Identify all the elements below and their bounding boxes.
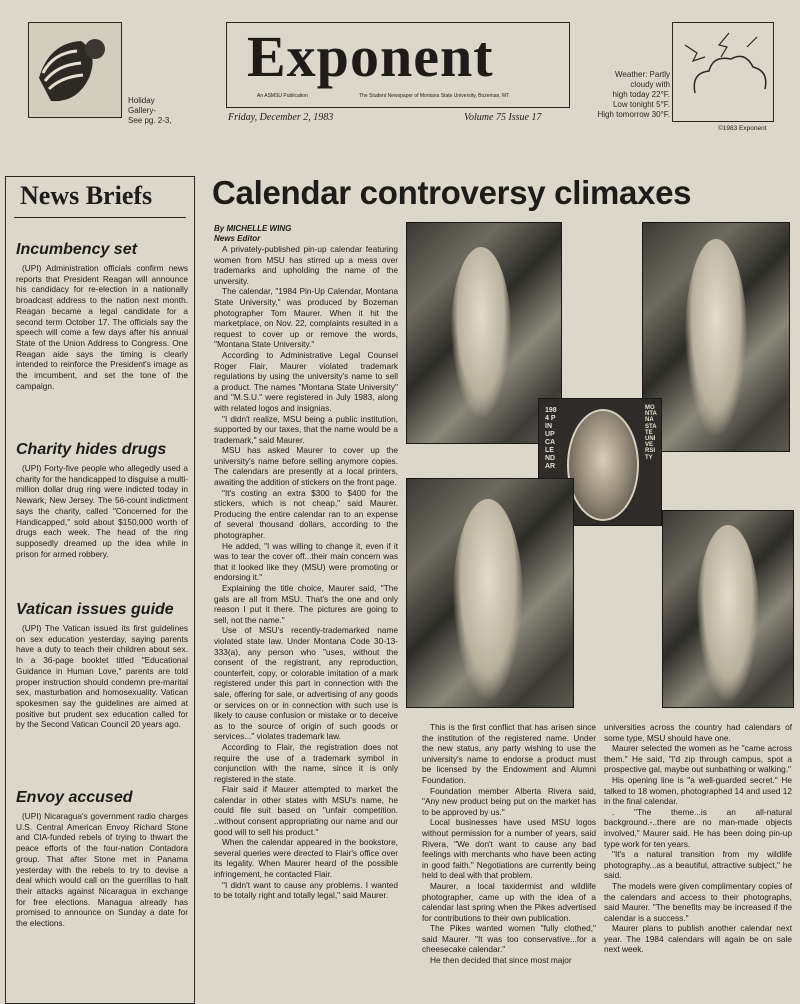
article-column-2: This is the first conflict that has arisen since the institution of the registered name. Under the new status, any party wishing to use the university's name to endorse a product must be licensed by the Endowment and Alumni Foundation. Foundation member Alberta Rivera said, "Any new product being put on the market has to be approved by us." Local businesses have used MSU logos without permission for a number of years, said Rivera, "We don't want to cause any bad feelings with merchants who have been acting in good faith." Negotiations are currently being held to deal with that problem. Maurer, a local taxidermist and wildlife photographer, came up with the idea of a calendar last spring when the Pikes advertised for contributions to their own publication. The Pikes wanted women "fully clothed," said Maurer. "It was too conservative...for a cheesecake calendar." He then decided that since most major (422, 722, 596, 966)
article-column-3: universities across the country had calendars of some type, MSU should have one. Maurer selected the women as he "came across them." He said, "I'd zip through campus, spot a prospective gal, maybe out sunbathing or walking." His opening line is "a well-guarded secret." He talked to 18 women, photographed 14 and used 12 in the final calendar. . "The theme...is an all-natural background.-..there are no man-made objects involved," Maurer said. He has been doing pin-up type work for ten years. "It's a natural transition from my wildlife photography...as a beautiful, attractive subject," he said. The models were given complimentary copies of the calendars and access to their photographs, said Maurer. "The benefits may be increased if the calendar is a success." Maurer plans to publish another calendar next year. The 1984 calendars will again be on sale next week. (604, 722, 792, 955)
brief-vatican[interactable] (16, 601, 188, 730)
nameplate-box (226, 22, 570, 108)
brief-incumbency[interactable] (16, 241, 188, 391)
issue-date: Friday, December 2, 1983 (228, 112, 334, 123)
brief-charity[interactable] (16, 441, 188, 559)
weather-cloud-icon (673, 23, 773, 121)
weather-box (672, 22, 774, 122)
brief-headline: Envoy accused (16, 789, 133, 806)
masthead-teaser-box (28, 22, 122, 118)
news-briefs-divider (14, 217, 186, 218)
news-briefs-title: News Briefs (20, 181, 153, 210)
brief-headline: Vatican issues guide (16, 601, 174, 618)
article-headline: Calendar controversy climaxes (212, 174, 692, 211)
calendar-photo-2 (642, 222, 790, 452)
nameplate-title: Exponent (247, 24, 494, 89)
calendar-photo-4 (662, 510, 794, 708)
brief-text: (UPI) Administration officials confirm news reports that President Reagan will announce his candidacy for re-election in a nationally broadcast address to the nation next month. Reagan became a legal candidate for a second term October 17. The officials say the speech will come a few days after his annual State of the Union Address to Congress. One Reagan aide says the timing is clearly intended to reinforce the President's image as the imcumbent, and set the tone of the campaign. (16, 263, 188, 391)
brief-headline: Charity hides drugs (16, 441, 167, 458)
copyright-note: ©1983 Exponent (718, 125, 767, 132)
tagline: The Student Newspaper of Montana State University, Bozeman, MT (359, 93, 510, 99)
news-briefs-panel (5, 176, 195, 1004)
brief-text: (UPI) Nicaragua's government radio charges U.S. Central American Envoy Richard Stone and CIA-funded rebels of trying to thwart the peace efforts of the four-nation Contadora group. That after Stone met in Panama yesterday with the rebels to try to devise a deal which would call on the guerrillas to halt their attacks against Nicaragua in exchange for free elections. Managua already has promised to announce on Sunday a date for the elections. (16, 811, 188, 929)
calendar-cover-right-text: MONTANA STATE UNIVERSITY (645, 405, 657, 461)
holiday-illustration (29, 23, 121, 117)
calendar-cover-oval (567, 409, 639, 521)
article-byline: By MICHELLE WING News Editor (214, 224, 292, 243)
calendar-photo-3 (406, 478, 574, 708)
article-column-1: A privately-published pin-up calendar featuring women from MSU has stirred up a mess over trademarks and upholding the name of the unversity. The calendar, "1984 Pin-Up Calendar, Montana State University," was produced by Bozeman photographer Tom Maurer. When it hit the marketplace, on Nov. 22, complaints resulted in a request to cover up or remove the words, "Montana State University." According to Administrative Legal Counsel Roger Flair, Maurer violated trademark regulations by using the university's name to sell a product. The names "Montana State University" and "M.S.U." were registered in July 1983, along with related logos and insignias. "I didn't realize, MSU being a public institution, supported by our taxes, that the name would be a trademark," said Maurer. MSU has asked Maurer to cover up the university's name before selling anymore copies. The calendars are presently at a local printers, awaiting the addition of stickers on the front page. "It's costing an extra $300 to $400 for the stickers, which is not cheap," said Maurer. Producing the entire calendar ran to an expense of several thousand dollars, according to the photographer. He added, "I was willing to change it, even if it was to tear the cover off...their main concern was that it looked like they (MSU) were promoting or endorsing it." Explaining the title choice, Maurer said, "The gals are all from MSU. That's the one and only reason I put it there. The pictures are going to sell, not the name." Use of MSU's recently-trademarked name violated state law. Under Montana Code 30-13-333(a), any person who "uses, without the consent of the registrant, any reproduction, counterfeit, copy, or colorable imitation of a mark registered under this part in connection with the sale, offering for sale, or advertising of any goods or services on or in connection with such use is likely to cause confusion or mistake or to deceive as to the source of origin of such goods or services..." violates trademark law. According to Flair, the registration does not require the use of a trademark symbol in conjunction with the name, since it is only registered in the state. Flair said if Maurer attempted to market the calendar in other states with MSU's name, he could file suit based on "unfair competition. ..without consent appropriating our name and our good will to sell his product." When the calendar appeared in the bookstore, several queries were directed to Flair's office over its legality. When Maurer heard of the possible infringement, he contacted Flair. "I didn't want to cause any problems. I wanted to be totally right and totally legal," said Maurer. (214, 244, 398, 901)
issue-volume: Volume 75 Issue 17 (464, 112, 542, 123)
publisher-line: An ASMSU Publication (257, 93, 308, 99)
weather-report: Weather: Partly cloudy with high today 22°F. Low tonight 5°F. High tomorrow 30°F. (597, 70, 670, 119)
brief-envoy[interactable] (16, 789, 188, 929)
brief-text: (UPI) The Vatican issued its first guidelines on sex education yesterday, saying parents have a duty to teach their children about sex. In a 36-page booklet titled "Educational Guidance in Human Love," parents are told proper instruction should condemn pre-marital sex, masturbation and homosexuality. Vatican spokesmen say the guidelines are aimed at positive but prudent sex education called for by the Second Vatican Council 20 years ago. (16, 623, 188, 730)
brief-text: (UPI) Forty-five people who allegedly used a charity for the handicapped to disguise a multi-million dollar drug ring were indicted today in Newark, New Jersey. The 56-count indictment says the charity, called "Concerned for the Handicapped," sold about $150,000 worth of drugs each week. The head of the ring supposedly dreamed up the idea while in prison for armed robbery. (16, 463, 188, 559)
brief-headline: Incumbency set (16, 241, 137, 258)
calendar-cover-left-text: 1984 PINUP CALENDAR (545, 407, 557, 470)
holiday-teaser[interactable]: Holiday Gallery- See pg. 2-3, (128, 96, 172, 125)
